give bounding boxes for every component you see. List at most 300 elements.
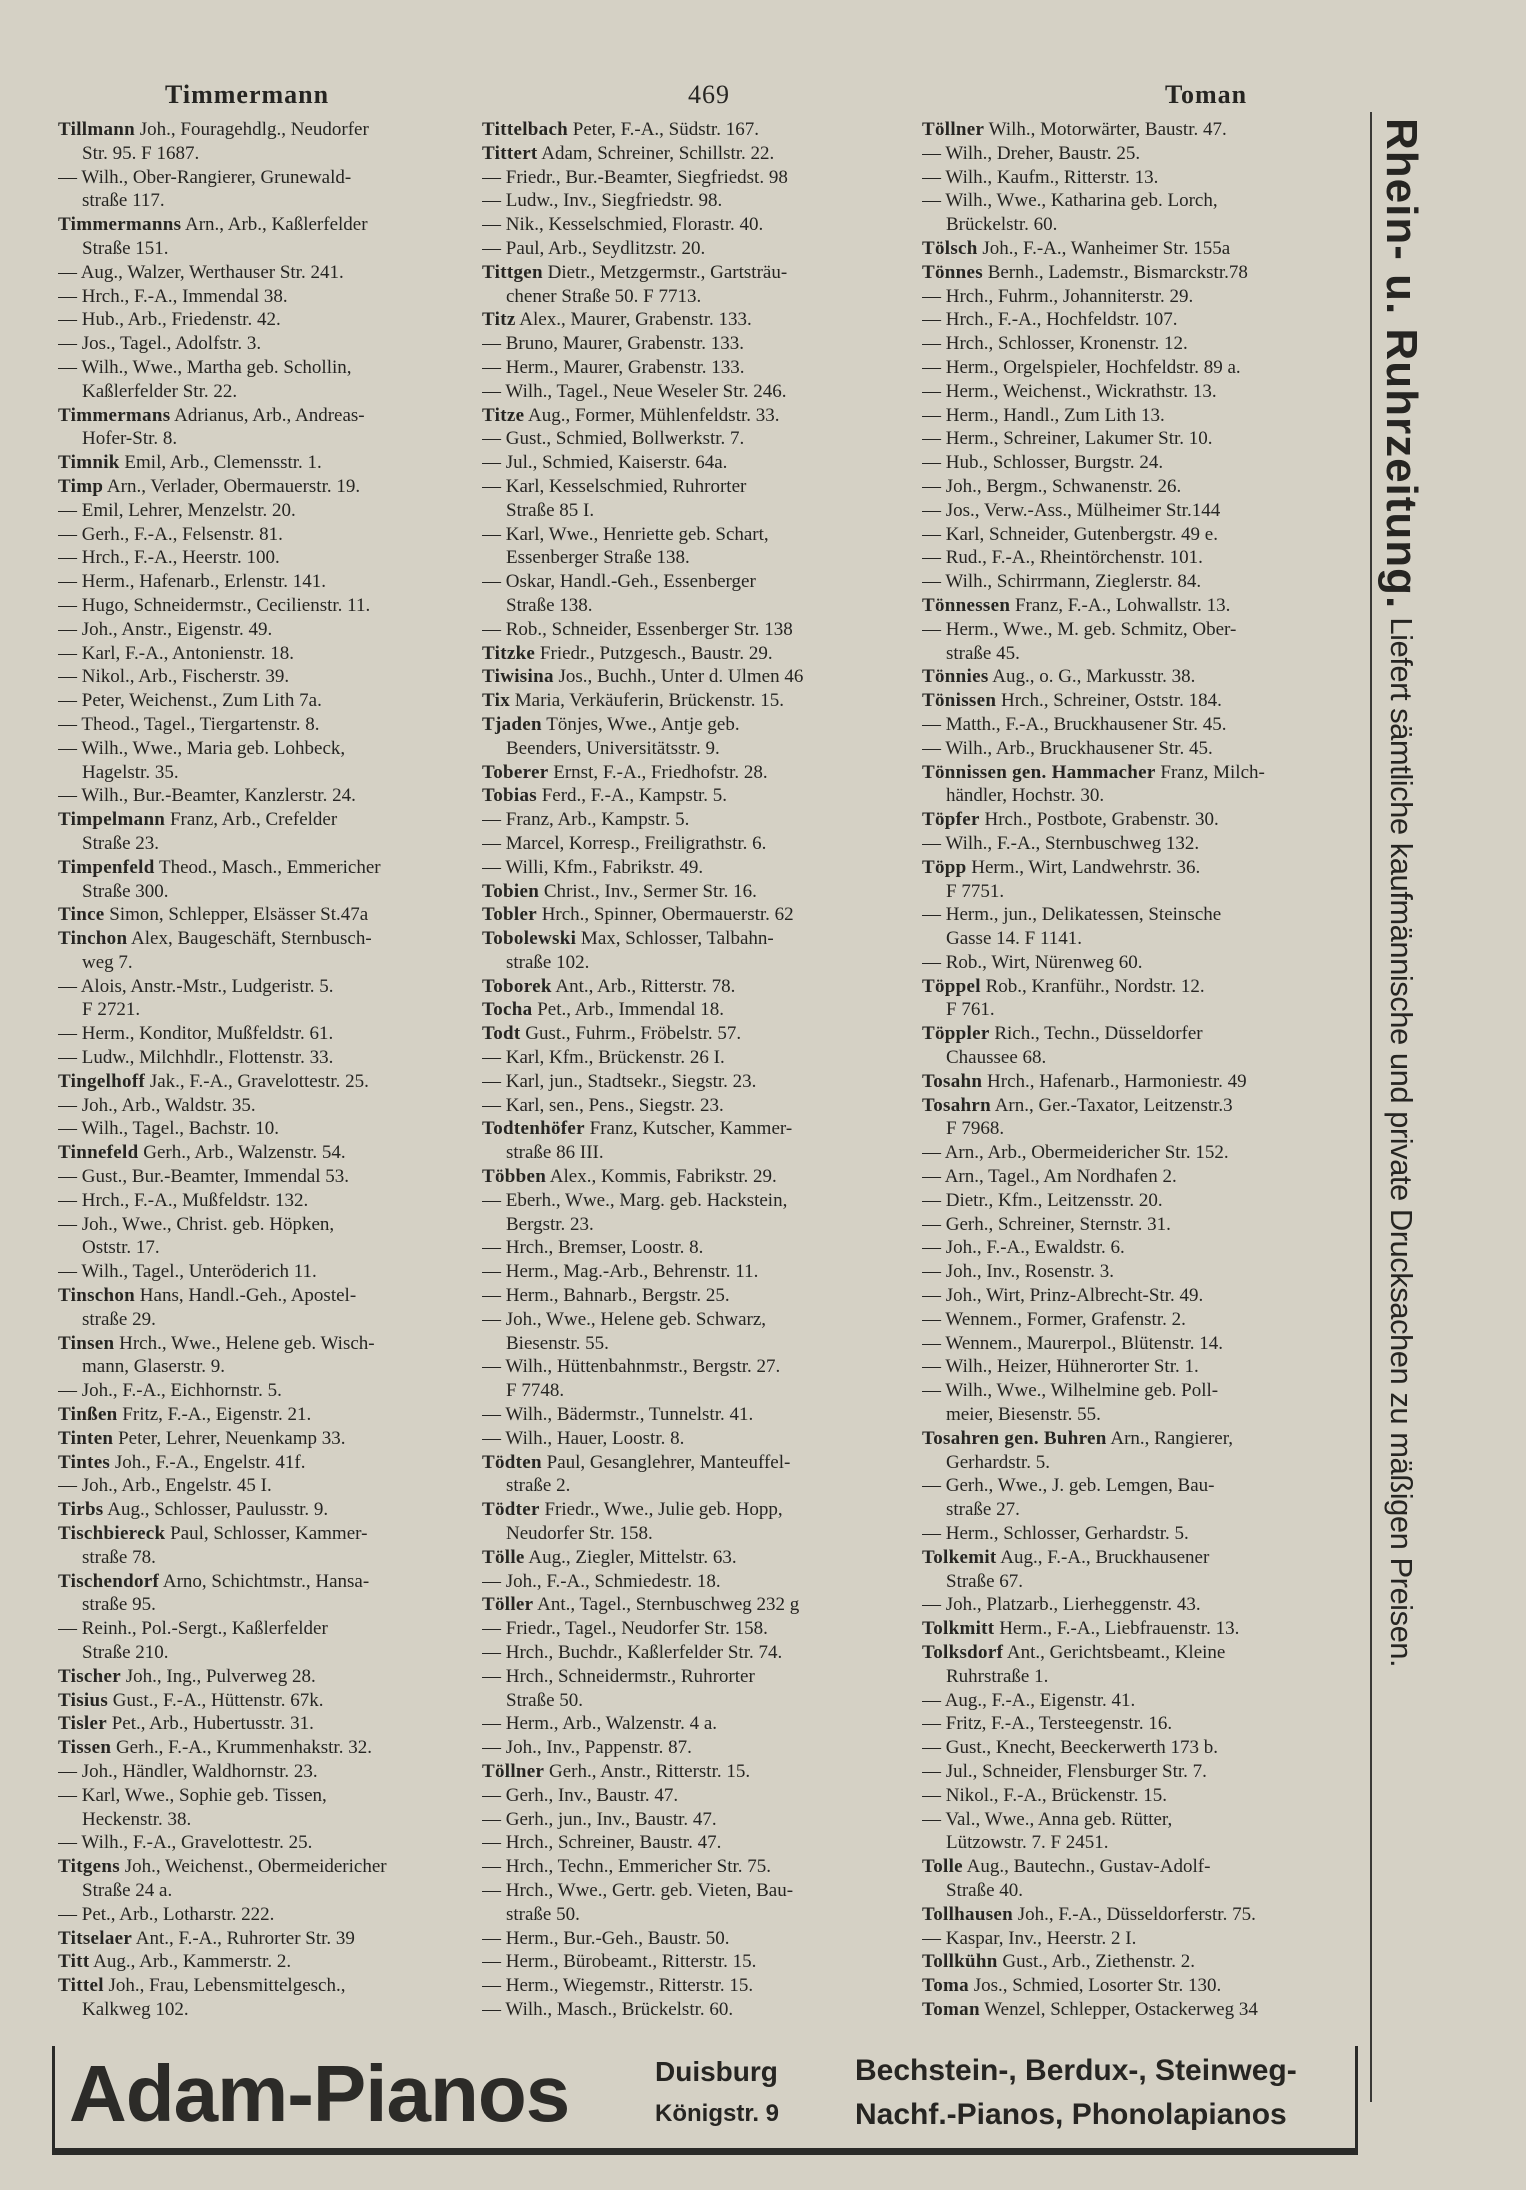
directory-line: [482, 1593, 914, 1617]
ad-line-2: Nachf.-Pianos, Phonolapianos: [855, 2098, 1287, 2131]
entry-surname: Töllner: [482, 1760, 545, 1782]
directory-line: [922, 808, 1367, 832]
entry-text: — Hrch., Buchdr., Kaßlerfelder Str. 74.: [482, 1642, 783, 1663]
entry-text: händler, Hochstr. 30.: [946, 785, 1105, 807]
entry-text: Paul, Gesanglehrer, Manteuffel-: [541, 1451, 791, 1473]
entry-text: Rob., Kranführ., Nordstr. 12.: [980, 975, 1205, 997]
entry-text: — Hrch., F.-A., Hochfeldstr. 107.: [922, 309, 1178, 331]
entry-text: Joh., Frau, Lebensmittelgesch.,: [103, 1975, 346, 1997]
directory-line: [58, 427, 490, 451]
entry-text: Simon, Schlepper, Elsässer St.47a: [104, 904, 369, 926]
entry-text: — Joh., Platzarb., Lierheggenstr. 43.: [922, 1594, 1201, 1616]
entry-text: — Wilh., Wwe., Wilhelmine geb. Poll-: [922, 1380, 1219, 1402]
directory-line: [482, 1689, 914, 1713]
directory-line: [58, 1879, 490, 1903]
directory-line: [58, 1831, 490, 1855]
entry-text: — Rob., Wirt, Nürenweg 60.: [922, 951, 1143, 973]
directory-line: [922, 404, 1367, 428]
directory-line: [58, 1427, 490, 1451]
entry-text: — Herm., Handl., Zum Lith 13.: [922, 404, 1165, 426]
directory-line: [482, 1617, 914, 1641]
entry-text: F 7748.: [506, 1380, 565, 1402]
entry-surname: Töpp: [922, 856, 967, 878]
directory-line: [922, 1141, 1367, 1165]
directory-line: [482, 475, 914, 499]
entry-text: Kaßlerfelder Str. 22.: [82, 380, 238, 402]
entry-text: Hrch., Spinner, Obermauerstr. 62: [536, 904, 794, 926]
entry-surname: Timp: [58, 475, 104, 497]
entry-text: — Wilh., Wwe., Katharina geb. Lorch,: [922, 190, 1218, 212]
entry-text: — Herm., Schlosser, Gerhardstr. 5.: [922, 1523, 1189, 1545]
entry-text: Arn., Ger.-Taxator, Leitzenstr.3: [991, 1094, 1233, 1116]
directory-line: [482, 618, 914, 642]
entry-text: Brückelstr. 60.: [946, 214, 1058, 236]
entry-text: — Gerh., F.-A., Felsenstr. 81.: [58, 523, 283, 545]
entry-text: — Joh., F.-A., Eichhornstr. 5.: [58, 1380, 282, 1402]
directory-line: [922, 1046, 1367, 1070]
directory-line: [58, 1046, 490, 1070]
entry-text: — Jos., Verw.-Ass., Mülheimer Str.144: [922, 499, 1221, 521]
directory-line: [58, 1094, 490, 1118]
directory-line: [922, 784, 1367, 808]
directory-line: [922, 618, 1367, 642]
directory-line: [58, 1927, 490, 1951]
entry-text: — Herm., Hafenarb., Erlenstr. 141.: [58, 571, 327, 593]
entry-surname: Timpelmann: [58, 809, 166, 831]
ad-city: Duisburg: [655, 2056, 778, 2087]
entry-text: — Herm., Weichenst., Wickrathstr. 13.: [922, 380, 1217, 402]
entry-text: — Hrch., Techn., Emmericher Str. 75.: [482, 1856, 772, 1878]
directory-line: [58, 1736, 490, 1760]
entry-text: — Joh., Bergm., Schwanenstr. 26.: [922, 475, 1182, 497]
entry-text: Gerh., Anstr., Ritterstr. 15.: [544, 1760, 751, 1782]
directory-line: [58, 570, 490, 594]
directory-line: [58, 1784, 490, 1808]
directory-line: [58, 927, 490, 951]
entry-text: — Hrch., Fuhrm., Johanniterstr. 29.: [922, 285, 1194, 307]
directory-line: [482, 1903, 914, 1927]
directory-line: [58, 618, 490, 642]
entry-text: — Hrch., Wwe., Gertr. geb. Vieten, Bau-: [482, 1879, 794, 1901]
directory-line: [482, 998, 914, 1022]
entry-text: — Hrch., Schlosser, Kronenstr. 12.: [922, 333, 1188, 355]
entry-text: Franz, Kutscher, Kammer-: [584, 1118, 793, 1140]
directory-line: [482, 1522, 914, 1546]
directory-line: [482, 523, 914, 547]
directory-line: [58, 951, 490, 975]
directory-line: [58, 404, 490, 428]
entry-surname: Tjaden: [482, 713, 542, 735]
entry-text: Franz, F.-A., Lohwallstr. 13.: [1010, 594, 1231, 616]
directory-line: [922, 665, 1367, 689]
entry-text: Gust., Arb., Ziethenstr. 2.: [997, 1951, 1196, 1973]
entry-text: — Fritz, F.-A., Tersteegenstr. 16.: [922, 1713, 1173, 1735]
entry-text: — Karl, Schneider, Gutenbergstr. 49 e.: [922, 523, 1218, 545]
directory-line: [58, 1641, 490, 1665]
directory-line: [922, 1355, 1367, 1379]
directory-line: [922, 1736, 1367, 1760]
directory-line: [482, 213, 914, 237]
entry-text: meier, Biesenstr. 55.: [946, 1404, 1101, 1426]
entry-text: — Rob., Schneider, Essenberger Str. 138: [482, 618, 793, 640]
entry-text: Bergstr. 23.: [506, 1213, 594, 1235]
directory-line: [922, 1165, 1367, 1189]
directory-column-1: [58, 118, 490, 2022]
directory-line: [482, 1784, 914, 1808]
entry-text: Hrch., Postbote, Grabenstr. 30.: [979, 809, 1219, 831]
directory-line: [922, 1760, 1367, 1784]
entry-text: — Wennem., Maurerpol., Blütenstr. 14.: [922, 1332, 1224, 1354]
entry-text: Hrch., Wwe., Helene geb. Wisch-: [114, 1332, 375, 1354]
entry-text: — Wilh., F.-A., Sternbuschweg 132.: [922, 832, 1200, 854]
entry-text: Straße 50.: [506, 1689, 584, 1711]
directory-line: [922, 880, 1367, 904]
entry-text: — Aug., F.-A., Eigenstr. 41.: [922, 1689, 1136, 1711]
entry-text: — Joh., Wwe., Helene geb. Schwarz,: [482, 1308, 767, 1330]
directory-line: [922, 189, 1367, 213]
entry-text: — Matth., F.-A., Bruckhausener Str. 45.: [922, 713, 1227, 735]
directory-line: [482, 713, 914, 737]
entry-text: — Herm., Wiegemstr., Ritterstr. 15.: [482, 1975, 754, 1997]
entry-text: — Joh., Händler, Waldhornstr. 23.: [58, 1760, 318, 1782]
entry-text: — Friedr., Tagel., Neudorfer Str. 158.: [482, 1618, 768, 1640]
directory-line: [922, 832, 1367, 856]
entry-text: — Friedr., Bur.-Beamter, Siegfriedst. 98: [482, 166, 788, 188]
entry-text: — Kaspar, Inv., Heerstr. 2 I.: [922, 1927, 1137, 1949]
entry-text: — Wilh., Dreher, Baustr. 25.: [922, 142, 1141, 164]
entry-text: Jak., F.-A., Gravelottestr. 25.: [145, 1070, 369, 1092]
entry-text: Christ., Inv., Sermer Str. 16.: [539, 880, 757, 902]
entry-surname: Titzke: [482, 642, 536, 664]
entry-text: Friedr., Putzgesch., Baustr. 29.: [535, 642, 773, 664]
entry-text: Franz, Arb., Crefelder: [165, 809, 338, 831]
entry-text: Lützowstr. 7. F 2451.: [946, 1832, 1109, 1854]
directory-line: [922, 1665, 1367, 1689]
entry-text: — Wilh., Bur.-Beamter, Kanzlerstr. 24.: [58, 785, 356, 807]
directory-line: [482, 1712, 914, 1736]
directory-line: [58, 1189, 490, 1213]
entry-text: — Herm., Arb., Walzenstr. 4 a.: [482, 1713, 718, 1735]
entry-text: — Karl, Wwe., Sophie geb. Tissen,: [58, 1784, 327, 1806]
entry-text: Straße 40.: [946, 1879, 1024, 1901]
directory-line: [482, 808, 914, 832]
directory-line: [922, 1332, 1367, 1356]
entry-text: — Val., Wwe., Anna geb. Rütter,: [922, 1808, 1173, 1830]
entry-text: — Hrch., Bremser, Loostr. 8.: [482, 1237, 704, 1259]
entry-surname: Tölle: [482, 1546, 525, 1568]
directory-line: [922, 570, 1367, 594]
entry-text: — Gust., Knecht, Beeckerwerth 173 b.: [922, 1737, 1219, 1759]
entry-text: — Ludw., Milchhdlr., Flottenstr. 33.: [58, 1047, 334, 1069]
entry-text: Straße 300.: [82, 880, 169, 902]
entry-text: — Wilh., Kaufm., Ritterstr. 13.: [922, 166, 1159, 188]
entry-text: — Alois, Anstr.-Mstr., Ludgeristr. 5.: [58, 975, 334, 997]
directory-line: [482, 1808, 914, 1832]
entry-text: Hrch., Schreiner, Oststr. 184.: [996, 690, 1222, 712]
entry-text: Ant., Arb., Ritterstr. 78.: [551, 975, 736, 997]
directory-line: [482, 832, 914, 856]
entry-text: — Wilh., Bädermstr., Tunnelstr. 41.: [482, 1404, 754, 1426]
directory-line: [482, 1546, 914, 1570]
entry-surname: Tittgen: [482, 261, 543, 283]
entry-text: Joh., F.-A., Düsseldorferstr. 75.: [1013, 1903, 1256, 1925]
entry-text: Gust., Fuhrm., Fröbelstr. 57.: [520, 1023, 742, 1045]
entry-surname: Tosahrn: [922, 1094, 991, 1116]
entry-text: straße 117.: [82, 190, 165, 212]
entry-surname: Töpfer: [922, 809, 980, 831]
directory-line: [482, 308, 914, 332]
entry-text: Hrch., Hafenarb., Harmoniestr. 49: [982, 1070, 1247, 1092]
entry-surname: Tölsch: [922, 237, 978, 259]
entry-text: — Herm., Bahnarb., Bergstr. 25.: [482, 1285, 730, 1307]
entry-text: Arn., Arb., Kaßlerfelder: [181, 214, 368, 236]
directory-line: [922, 761, 1367, 785]
directory-line: [58, 451, 490, 475]
entry-text: straße 2.: [506, 1475, 571, 1497]
directory-line: [58, 784, 490, 808]
entry-surname: Tinschon: [58, 1285, 136, 1307]
directory-line: [58, 118, 490, 142]
directory-line: [922, 1546, 1367, 1570]
entry-text: — Gerh., jun., Inv., Baustr. 47.: [482, 1808, 717, 1830]
entry-surname: Todt: [482, 1023, 521, 1045]
entry-surname: Tince: [58, 904, 105, 926]
directory-line: [482, 1641, 914, 1665]
directory-line: [482, 594, 914, 618]
entry-text: — Wilh., Wwe., Martha geb. Schollin,: [58, 356, 352, 378]
directory-line: [482, 1379, 914, 1403]
entry-text: Heckenstr. 38.: [82, 1808, 192, 1830]
entry-text: Bernh., Lademstr., Bismarckstr.78: [982, 261, 1248, 283]
directory-line: [482, 856, 914, 880]
entry-text: — Wilh., Masch., Brückelstr. 60.: [482, 1998, 734, 2020]
entry-text: — Gerh., Inv., Baustr. 47.: [482, 1784, 679, 1806]
entry-text: — Wilh., Ober-Rangierer, Grunewald-: [58, 166, 352, 188]
directory-line: [58, 237, 490, 261]
directory-line: [58, 142, 490, 166]
bottom-advertisement: [52, 2046, 1358, 2155]
entry-text: — Wilh., Tagel., Neue Weseler Str. 246.: [482, 380, 787, 402]
directory-line: [482, 903, 914, 927]
directory-line: [922, 285, 1367, 309]
entry-text: — Arn., Tagel., Am Nordhafen 2.: [922, 1166, 1177, 1188]
directory-line: [58, 523, 490, 547]
directory-line: [922, 1189, 1367, 1213]
entry-text: — Jul., Schneider, Flensburger Str. 7.: [922, 1760, 1207, 1782]
entry-text: straße 78.: [82, 1546, 156, 1568]
directory-line: [482, 1141, 914, 1165]
entry-surname: Tollkühn: [922, 1951, 998, 1973]
entry-surname: Tischendorf: [58, 1570, 160, 1592]
directory-line: [922, 1117, 1367, 1141]
entry-surname: Titselaer: [58, 1927, 133, 1949]
directory-line: [922, 1094, 1367, 1118]
directory-line: [482, 1403, 914, 1427]
entry-surname: Titze: [482, 404, 525, 426]
directory-line: [58, 308, 490, 332]
directory-line: [922, 523, 1367, 547]
entry-text: Jos., Buchh., Unter d. Ulmen 46: [553, 666, 804, 688]
directory-line: [482, 1736, 914, 1760]
directory-line: [922, 1403, 1367, 1427]
entry-surname: Tosahn: [922, 1070, 983, 1092]
entry-text: — Hrch., Schreiner, Baustr. 47.: [482, 1832, 722, 1854]
directory-line: [482, 1117, 914, 1141]
entry-text: mann, Glaserstr. 9.: [82, 1356, 226, 1378]
directory-line: [922, 380, 1367, 404]
directory-line: [482, 118, 914, 142]
entry-surname: Timmermans: [58, 404, 171, 426]
directory-line: [482, 1427, 914, 1451]
directory-line: [58, 998, 490, 1022]
entry-text: — Wilh., Schirrmann, Zieglerstr. 84.: [922, 571, 1202, 593]
entry-text: — Wilh., F.-A., Gravelottestr. 25.: [58, 1832, 313, 1854]
entry-text: — Dietr., Kfm., Leitzensstr. 20.: [922, 1189, 1163, 1211]
directory-line: [58, 1665, 490, 1689]
directory-line: [482, 761, 914, 785]
entry-surname: Timpenfeld: [58, 856, 155, 878]
directory-line: [922, 975, 1367, 999]
entry-text: — Herm., jun., Delikatessen, Steinsche: [922, 904, 1222, 926]
directory-line: [482, 1855, 914, 1879]
directory-line: [482, 451, 914, 475]
entry-text: — Herm., Schreiner, Lakumer Str. 10.: [922, 428, 1213, 450]
entry-text: Hagelstr. 35.: [82, 761, 179, 783]
entry-text: — Bruno, Maurer, Grabenstr. 133.: [482, 333, 745, 355]
directory-line: [482, 1236, 914, 1260]
directory-line: [922, 1284, 1367, 1308]
entry-text: F 7968.: [946, 1118, 1005, 1140]
running-head-left: Timmermann: [165, 80, 330, 109]
directory-line: [482, 356, 914, 380]
entry-surname: Tiwisina: [482, 666, 554, 688]
entry-text: — Hrch., F.-A., Heerstr. 100.: [58, 547, 280, 569]
entry-text: Fritz, F.-A., Eigenstr. 21.: [117, 1404, 312, 1426]
directory-line: [58, 1117, 490, 1141]
directory-line: [482, 784, 914, 808]
entry-surname: Tödten: [482, 1451, 542, 1473]
entry-surname: Tittel: [58, 1975, 104, 1997]
entry-text: Max, Schlosser, Talbahn-: [576, 928, 774, 950]
directory-line: [922, 1808, 1367, 1832]
directory-line: [922, 1903, 1367, 1927]
directory-line: [482, 1760, 914, 1784]
entry-surname: Tobias: [482, 785, 537, 807]
entry-text: Beenders, Universitätsstr. 9.: [506, 737, 720, 759]
directory-line: [922, 1570, 1367, 1594]
directory-line: [922, 1927, 1367, 1951]
entry-text: — Wilh., Hüttenbahnmstr., Bergstr. 27.: [482, 1356, 781, 1378]
entry-text: — Karl, jun., Stadtsekr., Siegstr. 23.: [482, 1070, 757, 1092]
entry-text: Ernst, F.-A., Friedhofstr. 28.: [548, 761, 768, 783]
directory-line: [58, 689, 490, 713]
directory-line: [58, 380, 490, 404]
directory-line: [922, 594, 1367, 618]
entry-text: — Rud., F.-A., Rheintörchenstr. 101.: [922, 547, 1203, 569]
directory-line: [58, 1451, 490, 1475]
entry-text: — Herm., Bur.-Geh., Baustr. 50.: [482, 1927, 730, 1949]
directory-line: [58, 332, 490, 356]
directory-line: [58, 1855, 490, 1879]
directory-line: [482, 285, 914, 309]
entry-text: Wilh., Motorwärter, Baustr. 47.: [984, 119, 1227, 140]
directory-line: [482, 1094, 914, 1118]
entry-text: Jos., Schmied, Losorter Str. 130.: [968, 1975, 1222, 1997]
directory-line: [58, 1689, 490, 1713]
directory-line: [922, 737, 1367, 761]
directory-line: [922, 499, 1367, 523]
directory-line: [482, 642, 914, 666]
entry-surname: Tinten: [58, 1427, 114, 1449]
entry-text: Aug., Ziegler, Mittelstr. 63.: [524, 1546, 737, 1568]
directory-line: [58, 594, 490, 618]
entry-text: — Joh., Inv., Rosenstr. 3.: [922, 1261, 1114, 1283]
entry-text: weg 7.: [82, 951, 133, 973]
entry-text: straße 95.: [82, 1594, 156, 1616]
entry-text: Arn., Rangierer,: [1106, 1427, 1234, 1449]
entry-surname: Toman: [922, 1998, 980, 2020]
entry-surname: Tollhausen: [922, 1903, 1014, 1925]
directory-line: [922, 237, 1367, 261]
entry-text: — Karl, Kfm., Brückenstr. 26 I.: [482, 1047, 725, 1069]
entry-text: — Hub., Arb., Friedenstr. 42.: [58, 309, 281, 331]
directory-line: [922, 642, 1367, 666]
entry-surname: Tingelhoff: [58, 1070, 146, 1092]
entry-text: — Karl, F.-A., Antonienstr. 18.: [58, 642, 294, 664]
entry-text: — Wilh., Tagel., Unteröderich 11.: [58, 1261, 317, 1283]
directory-line: [482, 1927, 914, 1951]
entry-text: — Peter, Weichenst., Zum Lith 7a.: [58, 690, 322, 712]
directory-line: [58, 1808, 490, 1832]
entry-surname: Titz: [482, 309, 516, 331]
entry-text: — Gerh., Wwe., J. geb. Lemgen, Bau-: [922, 1475, 1215, 1497]
directory-line: [58, 1498, 490, 1522]
directory-line: [922, 1379, 1367, 1403]
directory-line: [922, 1213, 1367, 1237]
entry-text: Wenzel, Schlepper, Ostackerweg 34: [979, 1998, 1258, 2020]
entry-text: Joh., Fouragehdlg., Neudorfer: [135, 119, 369, 140]
entry-text: Essenberger Straße 138.: [506, 547, 690, 569]
directory-line: [922, 1427, 1367, 1451]
directory-line: [58, 880, 490, 904]
directory-line: [58, 737, 490, 761]
entry-text: — Joh., Arb., Engelstr. 45 I.: [58, 1475, 272, 1497]
entry-surname: Töllner: [922, 119, 985, 140]
directory-line: [482, 1332, 914, 1356]
entry-text: — Joh., Inv., Pappenstr. 87.: [482, 1737, 692, 1759]
entry-surname: Tosahren gen. Buhren: [922, 1427, 1107, 1449]
entry-text: — Gerh., Schreiner, Sternstr. 31.: [922, 1213, 1171, 1235]
entry-text: Theod., Masch., Emmericher: [154, 856, 381, 878]
entry-text: Hofer-Str. 8.: [82, 428, 178, 450]
entry-surname: Tinsen: [58, 1332, 115, 1354]
directory-line: [922, 998, 1367, 1022]
entry-text: Adam, Schreiner, Schillstr. 22.: [537, 142, 775, 164]
directory-line: [922, 308, 1367, 332]
entry-text: — Paul, Arb., Seydlitzstr. 20.: [482, 237, 706, 259]
side-ad-title: Rhein- u. Ruhrzeitung.: [1377, 118, 1426, 610]
directory-line: [922, 1712, 1367, 1736]
entry-text: — Joh., F.-A., Ewaldstr. 6.: [922, 1237, 1125, 1259]
entry-text: Herm., Wirt, Landwehrstr. 36.: [966, 856, 1201, 878]
entry-surname: Töller: [482, 1594, 534, 1616]
entry-surname: Tissen: [58, 1737, 112, 1759]
entry-text: — Ludw., Inv., Siegfriedstr. 98.: [482, 190, 723, 212]
entry-text: Gust., F.-A., Hüttenstr. 67k.: [108, 1689, 324, 1711]
directory-line: [58, 356, 490, 380]
entry-text: Joh., Ing., Pulverweg 28.: [120, 1665, 316, 1687]
directory-line: [482, 1260, 914, 1284]
